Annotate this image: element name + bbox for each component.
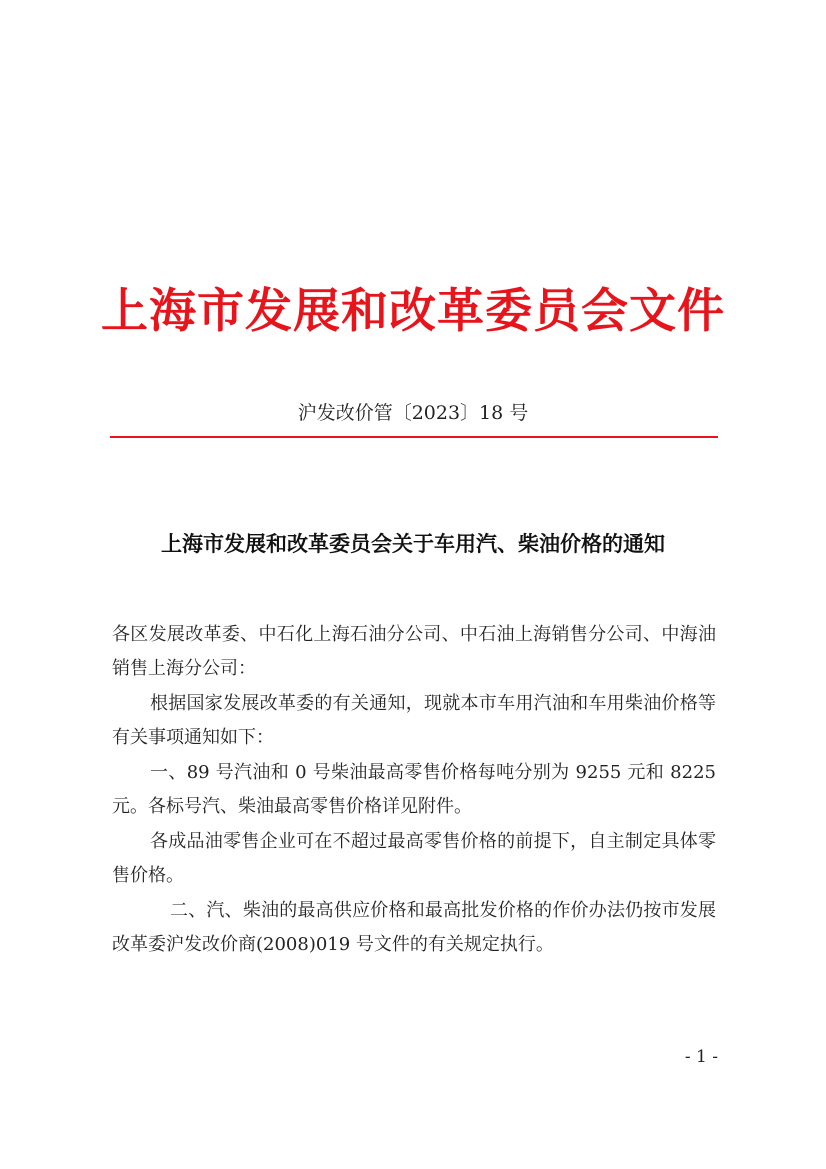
paragraph-item-1: 一、89 号汽油和 0 号柴油最高零售价格每吨分别为 9255 元和 8225 元。各标号汽、柴油最高零售价格详见附件。 bbox=[112, 762, 716, 817]
red-header-rule bbox=[110, 436, 718, 438]
paragraph-retail-note: 各成品油零售企业可在不超过最高零售价格的前提下，自主制定具体零售价格。 bbox=[112, 831, 716, 886]
issuer-title: 上海市发展和改革委员会文件 bbox=[101, 284, 725, 339]
paragraph-intro: 根据国家发展改革委的有关通知，现就本市车用汽油和车用柴油价格等有关事项通知如下： bbox=[112, 693, 716, 748]
recipients: 各区发展改革委、中石化上海石油分公司、中石油上海销售分公司、中海油销售上海分公司： bbox=[112, 624, 716, 679]
paragraph-item-2: 二、汽、柴油的最高供应价格和最高批发价格的作价办法仍按市发展改革委沪发改价商(2008)019 号文件的有关规定执行。 bbox=[112, 900, 716, 955]
document-number: 沪发改价管〔2023〕18 号 bbox=[297, 402, 529, 424]
document-title: 上海市发展和改革委员会关于车用汽、柴油价格的通知 bbox=[161, 531, 665, 556]
page-number: - 1 - bbox=[684, 1047, 718, 1067]
document-body bbox=[112, 618, 716, 963]
